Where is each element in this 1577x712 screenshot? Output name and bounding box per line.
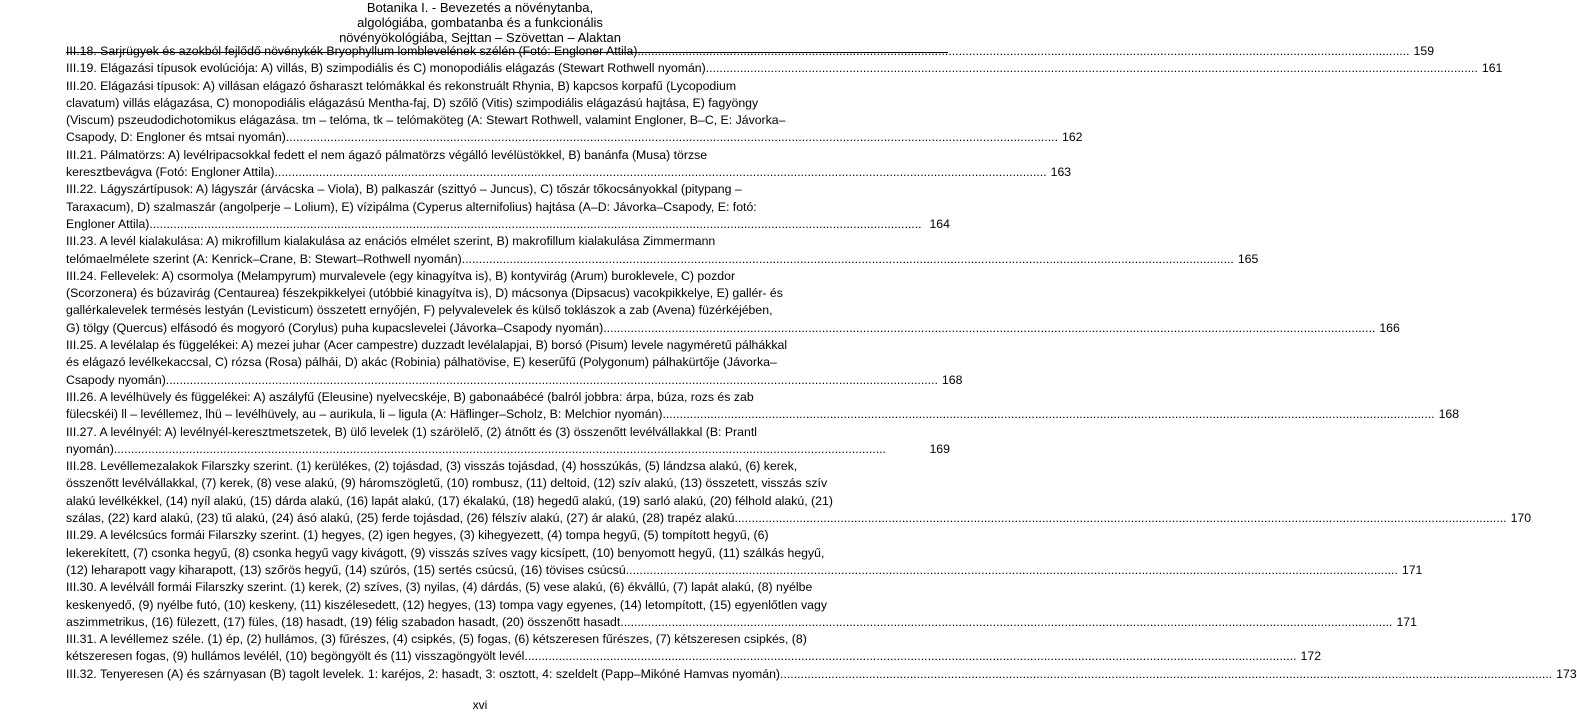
toc-line-text: III.31. A levéllemez széle. (1) ép, (2) hullámos, (3) fűrészes, (4) csipkés, (5) fogas, (6) kétszeresen fűrészes, (7) kétszeresen csipkés, (8) [66,632,807,647]
toc-line-text: alakú levélkékkel, (14) nyíl alakú, (15) dárda alakú, (16) lapát alakú, (17) ékalakú, (18) hegedű alakú, (19) sarló alakú, (20) félhold alakú, (21) [66,493,833,508]
toc-page-number: 169 [929,441,950,456]
toc-line-text: telómaelmélete szerint (A: Kenrick–Crane, B: Stewart–Rothwell nyomán) [66,251,462,266]
toc-line [66,302,950,319]
toc-line [66,648,1322,665]
toc-line-text: Csapody nyomán) [66,372,166,387]
dot-leader [166,372,938,389]
header-line-2: algológiába, gombatanba és a funkcionális [357,15,603,30]
toc-line [66,181,950,198]
toc-line-text: fülecskéi) ll – levéllemez, lhü – levélhüvely, au – aurikula, li – ligula (A: Häflinger–Scholz, B: Melchior nyomán) [66,407,663,422]
toc-line [66,129,1083,146]
toc-line-text: III.25. A levélalap és függelékei: A) mezei juhar (Acer campestre) duzzadt levélalapjai, B) borsó (Pisum) levele nagyméretű pálhákkal [66,338,788,353]
toc-line-text: szálas, (22) kard alakú, (23) tű alakú, (24) ásó alakú, (25) ferde tojásdad, (26) félszív alakú, (27) ár alakú, (28) trapéz alakú [66,511,735,526]
header-line-3: növényökológiába, Sejttan – Szövettan – Alaktan [339,30,621,45]
toc-line [66,510,1532,527]
dot-leader [662,406,1434,423]
toc-line-text: keskenyedő, (9) nyélbe futó, (10) keskeny, (11) kiszélesedett, (12) hegyes, (13) tompa vagy egyenes, (14) letompított, (15) egyenlőtlen vagy [66,597,827,612]
toc-line [66,320,1400,337]
toc-entry [66,579,1417,631]
list-of-figures [66,43,1577,683]
toc-line-text: Csapody, D: Engloner és mtsai nyomán) [66,130,286,145]
dot-leader [780,666,1552,683]
header-line-1: Botanika I. - Bevezetés a növénytanba, [366,0,594,15]
toc-line [66,614,1417,631]
toc-line [66,60,1503,77]
toc-page-number: 171 [1401,562,1423,577]
toc-line [66,475,950,492]
toc-line [66,43,1435,60]
toc-line-text: Engloner Attila) [66,216,150,231]
toc-line [66,354,950,371]
toc-entry [66,424,950,459]
toc-line-text: (Scorzonera) és búzavirág (Centaurea) fészekpikkelyei (utóbbié kinagyítva is), D) mácsonya (Dipsacus) vacokpikkelye, E) gallér- és [66,286,783,301]
toc-line-text: III.18. Sarjrügyek és azokból fejlődő növénykék Bryophyllum lomblevelének szélén (Fotó: Engloner Attila) [66,44,638,58]
toc-page-number: 168 [941,372,963,387]
toc-page-number: 172 [1300,649,1322,664]
toc-line-text: III.32. Tenyeresen (A) és szárnyasan (B) tagolt levelek. 1: karéjos, 2: hasadt, 3: osztott, 4: szeldelt (Papp–Mikóné Hamvas nyomán) [66,666,781,681]
toc-entry [66,631,1322,666]
toc-line-text: III.29. A levélcsúcs formái Filarszky szerint. (1) hegyes, (2) igen hegyes, (3) kihegyezett, (4) tompa hegyű, (5) tompított hegyű, (6) [66,528,769,543]
toc-entry [66,268,1400,337]
toc-line [66,579,950,596]
toc-page-number: 168 [1438,407,1460,422]
toc-line [66,372,963,389]
toc-entry [66,458,1532,527]
toc-line-text: aszimmetrikus, (16) fülezett, (17) füles, (18) hasadt, (19) félig szabadon hasadt, (20) összenőtt hasadt [66,614,621,629]
toc-entry [66,233,1259,268]
toc-entry [66,60,1503,77]
running-header [0,0,960,45]
toc-entry [66,666,1577,683]
toc-page-number: 165 [1237,251,1259,266]
toc-page-number: 162 [1061,130,1083,145]
toc-line [66,285,950,302]
toc-line-text: összenőtt levélvállakkal, (7) kerek, (8) vese alakú, (9) háromszögletű, (10) rombusz, (11) deltoid, (12) szív alakú, (13) összetett, visszás szív [66,476,828,491]
toc-line-text: III.28. Levéllemezalakok Filarszky szerint. (1) kerülékes, (2) tojásdad, (3) visszás tojásdad, (4) hosszúkás, (5) lándzsa alakú, (6) kerek, [66,459,798,474]
toc-line [66,424,950,441]
toc-line [66,216,950,233]
toc-line [66,199,950,216]
dot-leader [603,320,1375,337]
toc-page-number: 170 [1510,511,1532,526]
toc-page-number: 161 [1481,61,1503,76]
toc-line [66,389,950,406]
toc-line [66,251,1259,268]
toc-line-text: (12) leharapott vagy kiharapott, (13) szőrös hegyű, (14) szúrós, (15) sertés csúcsú, (16) tövises csúcsú [66,562,626,577]
dot-leader [286,129,1058,146]
toc-line [66,268,950,285]
dot-leader [734,510,1506,527]
toc-entry [66,78,1083,147]
toc-line-text: III.24. Fellevelek: A) csormolya (Melampyrum) murvalevele (egy kinagyítva is), B) kontyvirág (Arum) buroklevele, C) pozdor [66,268,736,283]
toc-page-number: 164 [929,216,950,231]
toc-line-text: III.19. Elágazási típusok evolúciója: A) villás, B) szimpodiális és C) monopodiális elágazás (Stewart Rothwell nyomán) [66,61,706,76]
toc-line-text: keresztbevágva (Fotó: Engloner Attila) [66,165,275,180]
dot-leader [637,43,1409,60]
toc-page-number: 171 [1396,614,1417,629]
toc-entry [66,389,1460,424]
toc-page-number: 166 [1379,320,1400,335]
toc-line-text: kétszeresen fogas, (9) hullámos levélél, (10) begöngyölt és (11) visszagöngyölt levél [66,649,525,664]
toc-line-text: lekerekített, (7) csonka hegyű, (8) csonka hegyű vagy kivágott, (9) visszás szíves vagy kicsípett, (10) benyomott hegyű, (11) szálkás hegyű, [66,545,825,560]
toc-page-number: 159 [1413,44,1435,58]
toc-line [66,493,950,510]
toc-line-text: III.22. Lágyszártípusok: A) lágyszár (árvácska – Viola), B) palkaszár (szittyó – Juncus), C) tőszár tőkocsányokkal (pitypang – [66,182,742,197]
toc-line-text: III.23. A levél kialakulása: A) mikrofillum kialakulása az enációs elmélet szerint, B) makrofillum kialakulása Zimmermann [66,234,716,249]
toc-line [66,597,950,614]
toc-line [66,545,950,562]
toc-line-text: G) tölgy (Quercus) elfásodó és mogyoró (Corylus) puha kupacslevelei (Jávorka–Csapody nyomán) [66,320,604,335]
toc-line-text: clavatum) villás elágazása, C) monopodiális elágazású Mentha-faj, D) szőlő (Vitis) szimpodiális elágazású hajtása, E) fagyöngy [66,95,759,110]
dot-leader [149,216,925,233]
toc-line [66,458,950,475]
dot-leader [462,251,1234,268]
toc-line [66,631,950,648]
dot-leader [114,441,926,458]
toc-line [66,337,950,354]
toc-line-text: (Viscum) pszeudodichotomikus elágazása. tm – telóma, tk – telómaköteg (A: Stewart Rothwell, valamint Engloner, B–C, E: Jávorka– [66,113,786,128]
dot-leader [524,648,1296,665]
toc-line [66,666,1577,683]
toc-line [66,527,950,544]
toc-line [66,112,950,129]
dot-leader [620,614,1392,631]
dot-leader [274,164,1046,181]
toc-entry [66,527,1423,579]
toc-line-text: gallérkalevelek termésės lestyán (Levisticum) összetett ernyőjén, F) pelyvalevelek és külső toklászok a zab (Avena) füzérkéjében, [66,303,773,318]
toc-line [66,78,950,95]
toc-line-text: III.27. A levélnyél: A) levélnyél-keresztmetszetek, B) ülő levelek (1) szárölelő, (2) átnőtt és (3) összenőtt levélvállakkal (B: Prantl [66,424,757,439]
toc-line-text: III.20. Elágazási típusok: A) villásan elágazó ősharaszt telómákkal és rekonstruált Rhynia, B) kapcsos korpafű (Lycopodium [66,78,737,93]
toc-line [66,164,1072,181]
dot-leader [706,60,1478,77]
toc-entry [66,337,963,389]
toc-line-text: nyomán) [66,441,114,456]
toc-line [66,233,950,250]
toc-line [66,147,950,164]
toc-line-text: III.30. A levélváll formái Filarszky szerint. (1) kerek, (2) szíves, (3) nyilas, (4) dárdás, (5) vese alakú, (6) ékvállú, (7) lapát alakú, (8) nyélbe [66,580,813,595]
toc-line-text: III.21. Pálmatörzs: A) levélripacsokkal fedett el nem ágazó pálmatörzs végálló levélüstökkel, B) banánfa (Musa) törzse [66,147,708,162]
toc-line [66,562,1423,579]
toc-line [66,95,950,112]
toc-line-text: és elágazó levélkekaccsal, C) rózsa (Rosa) pálhái, D) akác (Robinia) pálhatövise, E) keserűfű (Polygonum) pálhakürtője (Jávorka– [66,355,777,370]
toc-entry [66,43,1435,60]
toc-page-number: 163 [1050,165,1072,180]
toc-line [66,441,950,458]
toc-line-text: III.26. A levélhüvely és függelékei: A) aszályfű (Eleusine) nyelvecskéje, B) gabonaábécé (balról jobbra: árpa, búza, rozs és zab [66,389,754,404]
toc-entry [66,181,950,233]
toc-line-text: Taraxacum), D) szalmaszár (angolperje – Lolium), E) vízipálma (Cyperus alternifolius) hajtása (A–D: Jávorka–Csapody, E: fotó: [66,199,757,214]
dot-leader [626,562,1398,579]
toc-entry [66,147,1072,182]
page-number: xvi [472,698,488,712]
toc-line [66,406,1460,423]
toc-page-number: 173 [1556,666,1577,681]
